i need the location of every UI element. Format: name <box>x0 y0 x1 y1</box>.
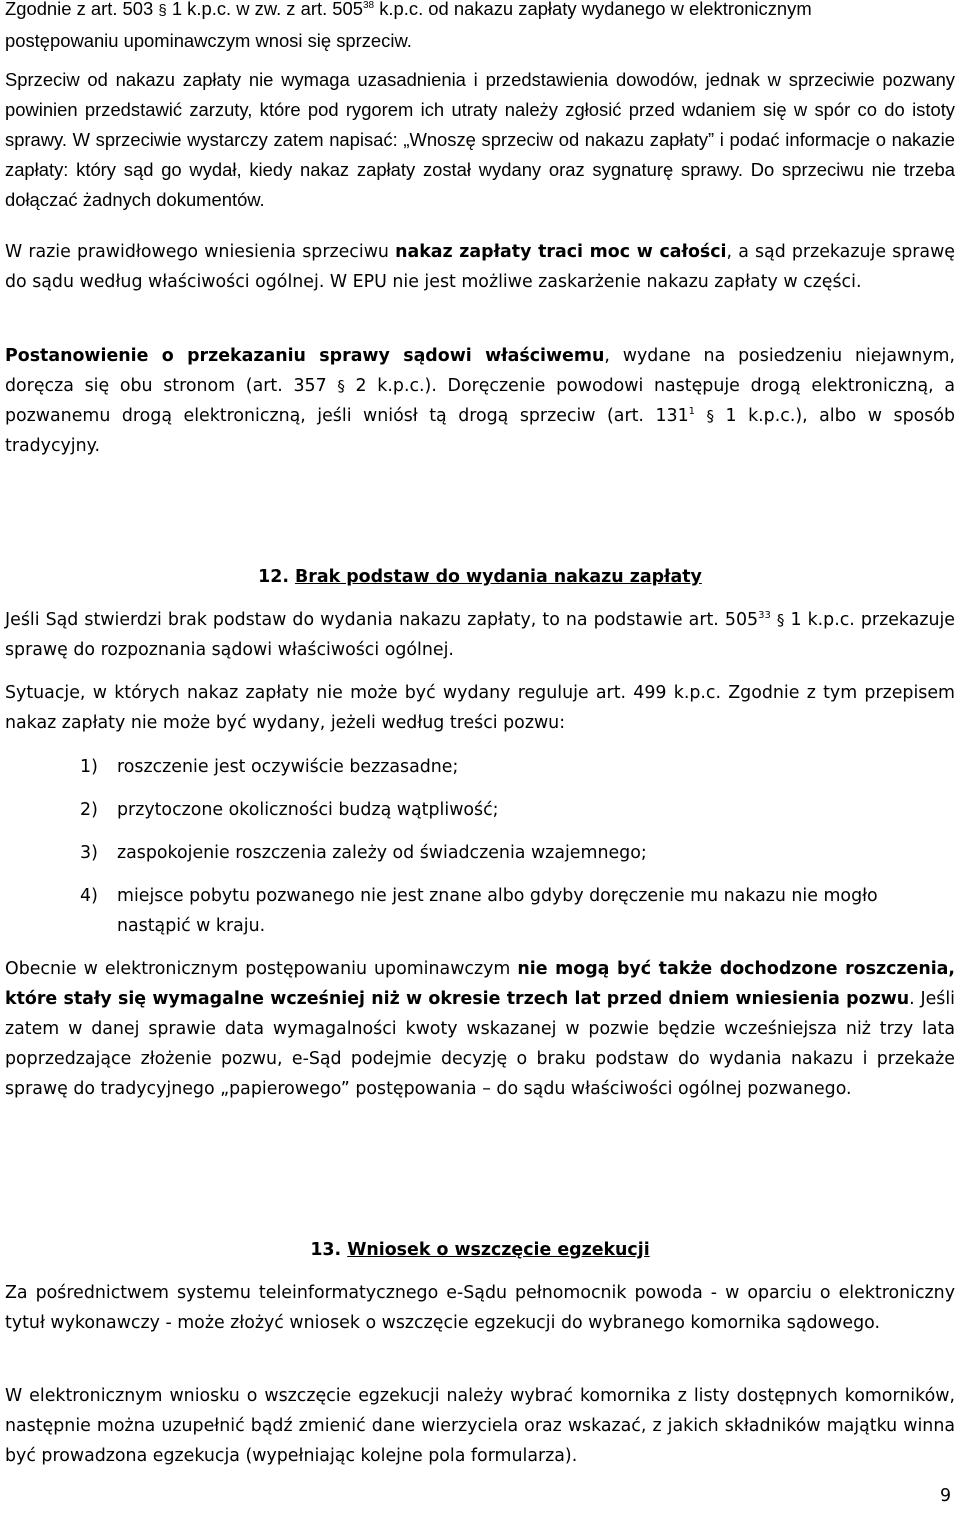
section-13-heading: 13. Wniosek o wszczęcie egzekucji <box>310 1240 650 1260</box>
list-item: 2) przytoczone okoliczności budzą wątpliwość; <box>80 800 499 820</box>
razie-paragraph: W razie prawidłowego wniesienia sprzeciwu nakaz zapłaty traci moc w całości, a sąd przekazuje sprawę do sądu według właściwości ogólnej. W EPU nie jest możliwe zaskarżenie nakazu zapłaty w części. <box>5 242 955 292</box>
section-sign: § <box>337 377 345 395</box>
list-item: 3) zaspokojenie roszczenia zależy od świadczenia wzajemnego; <box>80 843 647 863</box>
section-12-paragraph-3: Obecnie w elektronicznym postępowaniu upominawczym nie mogą być także dochodzone roszczenia, które stały się wymagalne wcześniej niż w okresie trzech lat przed dniem wniesienia pozwu. Jeśli zatem w danej sprawie data wymagalności kwoty wskazanej w pozwie będzie wcześniejsza niż trzy lata poprzedzające złożenie pozwu, e-Sąd podejmie decyzję o braku podstaw do wydania nakazu i przekaże sprawę do tradycyjnego „papierowego” postępowania – do sądu właściwości ogólnej pozwanego. <box>5 959 956 1099</box>
intro-paragraph: Zgodnie z art. 503 § 1 k.p.c. w zw. z art. $505^{38}$ k.p.c. od nakazu zapłaty wydanego w elektronicznym postępowaniu upominawczym wnosi się sprzeciw. <box>5 0 812 51</box>
section-sign: § <box>776 611 785 629</box>
section-13-paragraph-1: Za pośrednictwem systemu teleinformatycznego e-Sądu pełnomocnik powoda - w oparciu o elektroniczny tytuł wykonawczy - może złożyć wniosek o wszczęcie egzekucji do wybranego komornika sądowego. <box>5 1283 955 1333</box>
postanowienie-paragraph: Postanowienie o przekazaniu sprawy sądowi właściwemu, wydane na posiedzeniu niejawnym, doręcza się obu stronom (art. 357 § 2 k.p.c.). Doręczenie powodowi następuje drogą elektroniczną, a pozwanemu drogą elektroniczną, jeśli wniósł tą drogą sprzeciw (art. $131^1$ § 1 k.p.c.), albo w sposób tradycyjny. <box>5 346 956 456</box>
section-sign: § <box>706 407 715 425</box>
sprzeciw-paragraph: Sprzeciw od nakazu zapłaty nie wymaga uzasadnienia i przedstawienia dowodów, jednak w sprzeciwie pozwany powinien przedstawić zarzuty, które pod rygorem ich utraty należy zgłosić przed wdaniem się w spór co do istoty sprawy. W sprzeciwie wystarczy zatem napisać: „Wnoszę sprzeciw od nakazu zapłaty” i podać informacje o nakazie zapłaty: który sąd go wydał, kiedy nakaz zapłaty został wydany oraz sygnaturę sprawy. Do sprzeciwu nie trzeba dołączać żadnych dokumentów. <box>5 69 955 210</box>
section-12-heading: 12. Brak podstaw do wydania nakazu zapłaty <box>258 567 702 587</box>
section-12-paragraph-2: Sytuacje, w których nakaz zapłaty nie może być wydany reguluje art. 499 k.p.c. Zgodnie z tym przepisem nakaz zapłaty nie może być wydany, jeżeli według treści pozwu: <box>5 683 955 733</box>
section-12-paragraph-1: Jeśli Sąd stwierdzi brak podstaw do wydania nakazu zapłaty, to na podstawie art. $505^{33}$ § 1 k.p.c. przekazuje sprawę do rozpoznania sądowi właściwości ogólnej. <box>5 610 956 660</box>
list-item: 1) roszczenie jest oczywiście bezzasadne; <box>80 757 459 777</box>
list-item: 4) miejsce pobytu pozwanego nie jest znane albo gdyby doręczenie mu nakazu nie mogło nastąpić w kraju. <box>80 886 878 936</box>
section-sign: § <box>158 2 167 19</box>
section-13-paragraph-2: W elektronicznym wniosku o wszczęcie egzekucji należy wybrać komornika z listy dostępnych komorników, następnie można uzupełnić bądź zmienić dane wierzyciela oraz wskazać, z jakich składników majątku winna być prowadzona egzekucja (wypełniając kolejne pola formularza). <box>5 1386 955 1466</box>
page-number: 9 <box>940 1486 952 1506</box>
